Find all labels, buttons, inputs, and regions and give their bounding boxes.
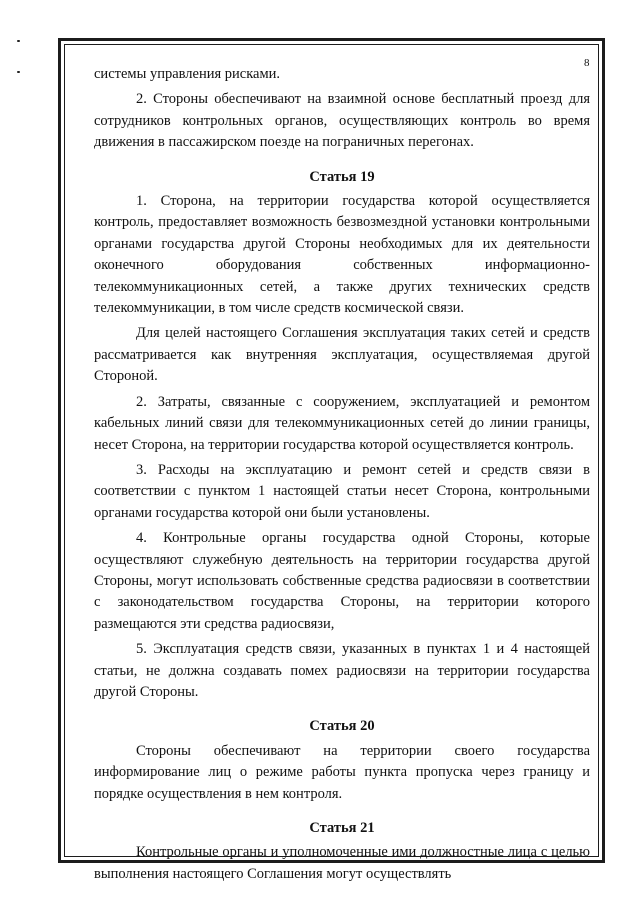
paragraph: 3. Расходы на эксплуатацию и ремонт сетей и средств связи в соответствии с пунктом 1 настоящей статьи несет Сторона, контрольными органами государства которой они были установлены. <box>94 461 590 521</box>
article-heading: Статья 20 <box>309 718 375 735</box>
document-body <box>94 64 590 885</box>
paragraph: Для целей настоящего Соглашения эксплуатация таких сетей и средств рассматривается как внутренняя эксплуатация, осуществляемая другой Стороной. <box>94 325 590 385</box>
paragraph: Контрольные органы и уполномоченные ими должностные лица с целью выполнения настоящего Соглашения могут осуществлять <box>94 844 590 882</box>
paragraph: 5. Эксплуатация средств связи, указанных в пунктах 1 и 4 настоящей статьи, не должна создавать помех радиосвязи на территории государства другой Стороны. <box>94 641 590 700</box>
paragraph: 1. Сторона, на территории государства которой осуществляется контроль, предоставляет возможность безвозмездной установки контрольными органами государства другой Стороны необходимых для их деятельности оконечного оборудования собственных информационно-телекоммуникационных сетей, а также других технических средств телекоммуникации, в том числе средств космической связи. <box>94 193 590 317</box>
scan-speck <box>17 40 20 42</box>
paragraph: 2. Затраты, связанные с сооружением, эксплуатацией и ремонтом кабельных линий связи для телекоммуникационных сетей до линии границы, несет Сторона, на территории государства которой осуществляется контроль. <box>94 393 590 453</box>
scan-speck <box>17 71 20 73</box>
article-heading: Статья 21 <box>309 820 375 836</box>
paragraph: 4. Контрольные органы государства одной Стороны, которые осуществляют служебную деятельность на территории государства другой Стороны, могут использовать собственные средства радиосвязи в соответствии с законодательством государства Стороны, на территории которого размещаются эти средства радиосвязи, <box>94 530 590 632</box>
article-heading: Статья 19 <box>309 168 375 185</box>
paragraph: Стороны обеспечивают на территории своего государства информирование лиц о режиме работы пункта пропуска через границу и порядке осуществления в нем контроля. <box>94 742 590 802</box>
paragraph: системы управления рисками. <box>94 66 281 82</box>
paragraph: 2. Стороны обеспечивают на взаимной основе бесплатный проезд для сотрудников контрольных органов, осуществляющих контроль во время движения в пассажирском поезде на пограничных перегонах. <box>94 91 590 151</box>
page-number: 8 <box>584 57 590 69</box>
